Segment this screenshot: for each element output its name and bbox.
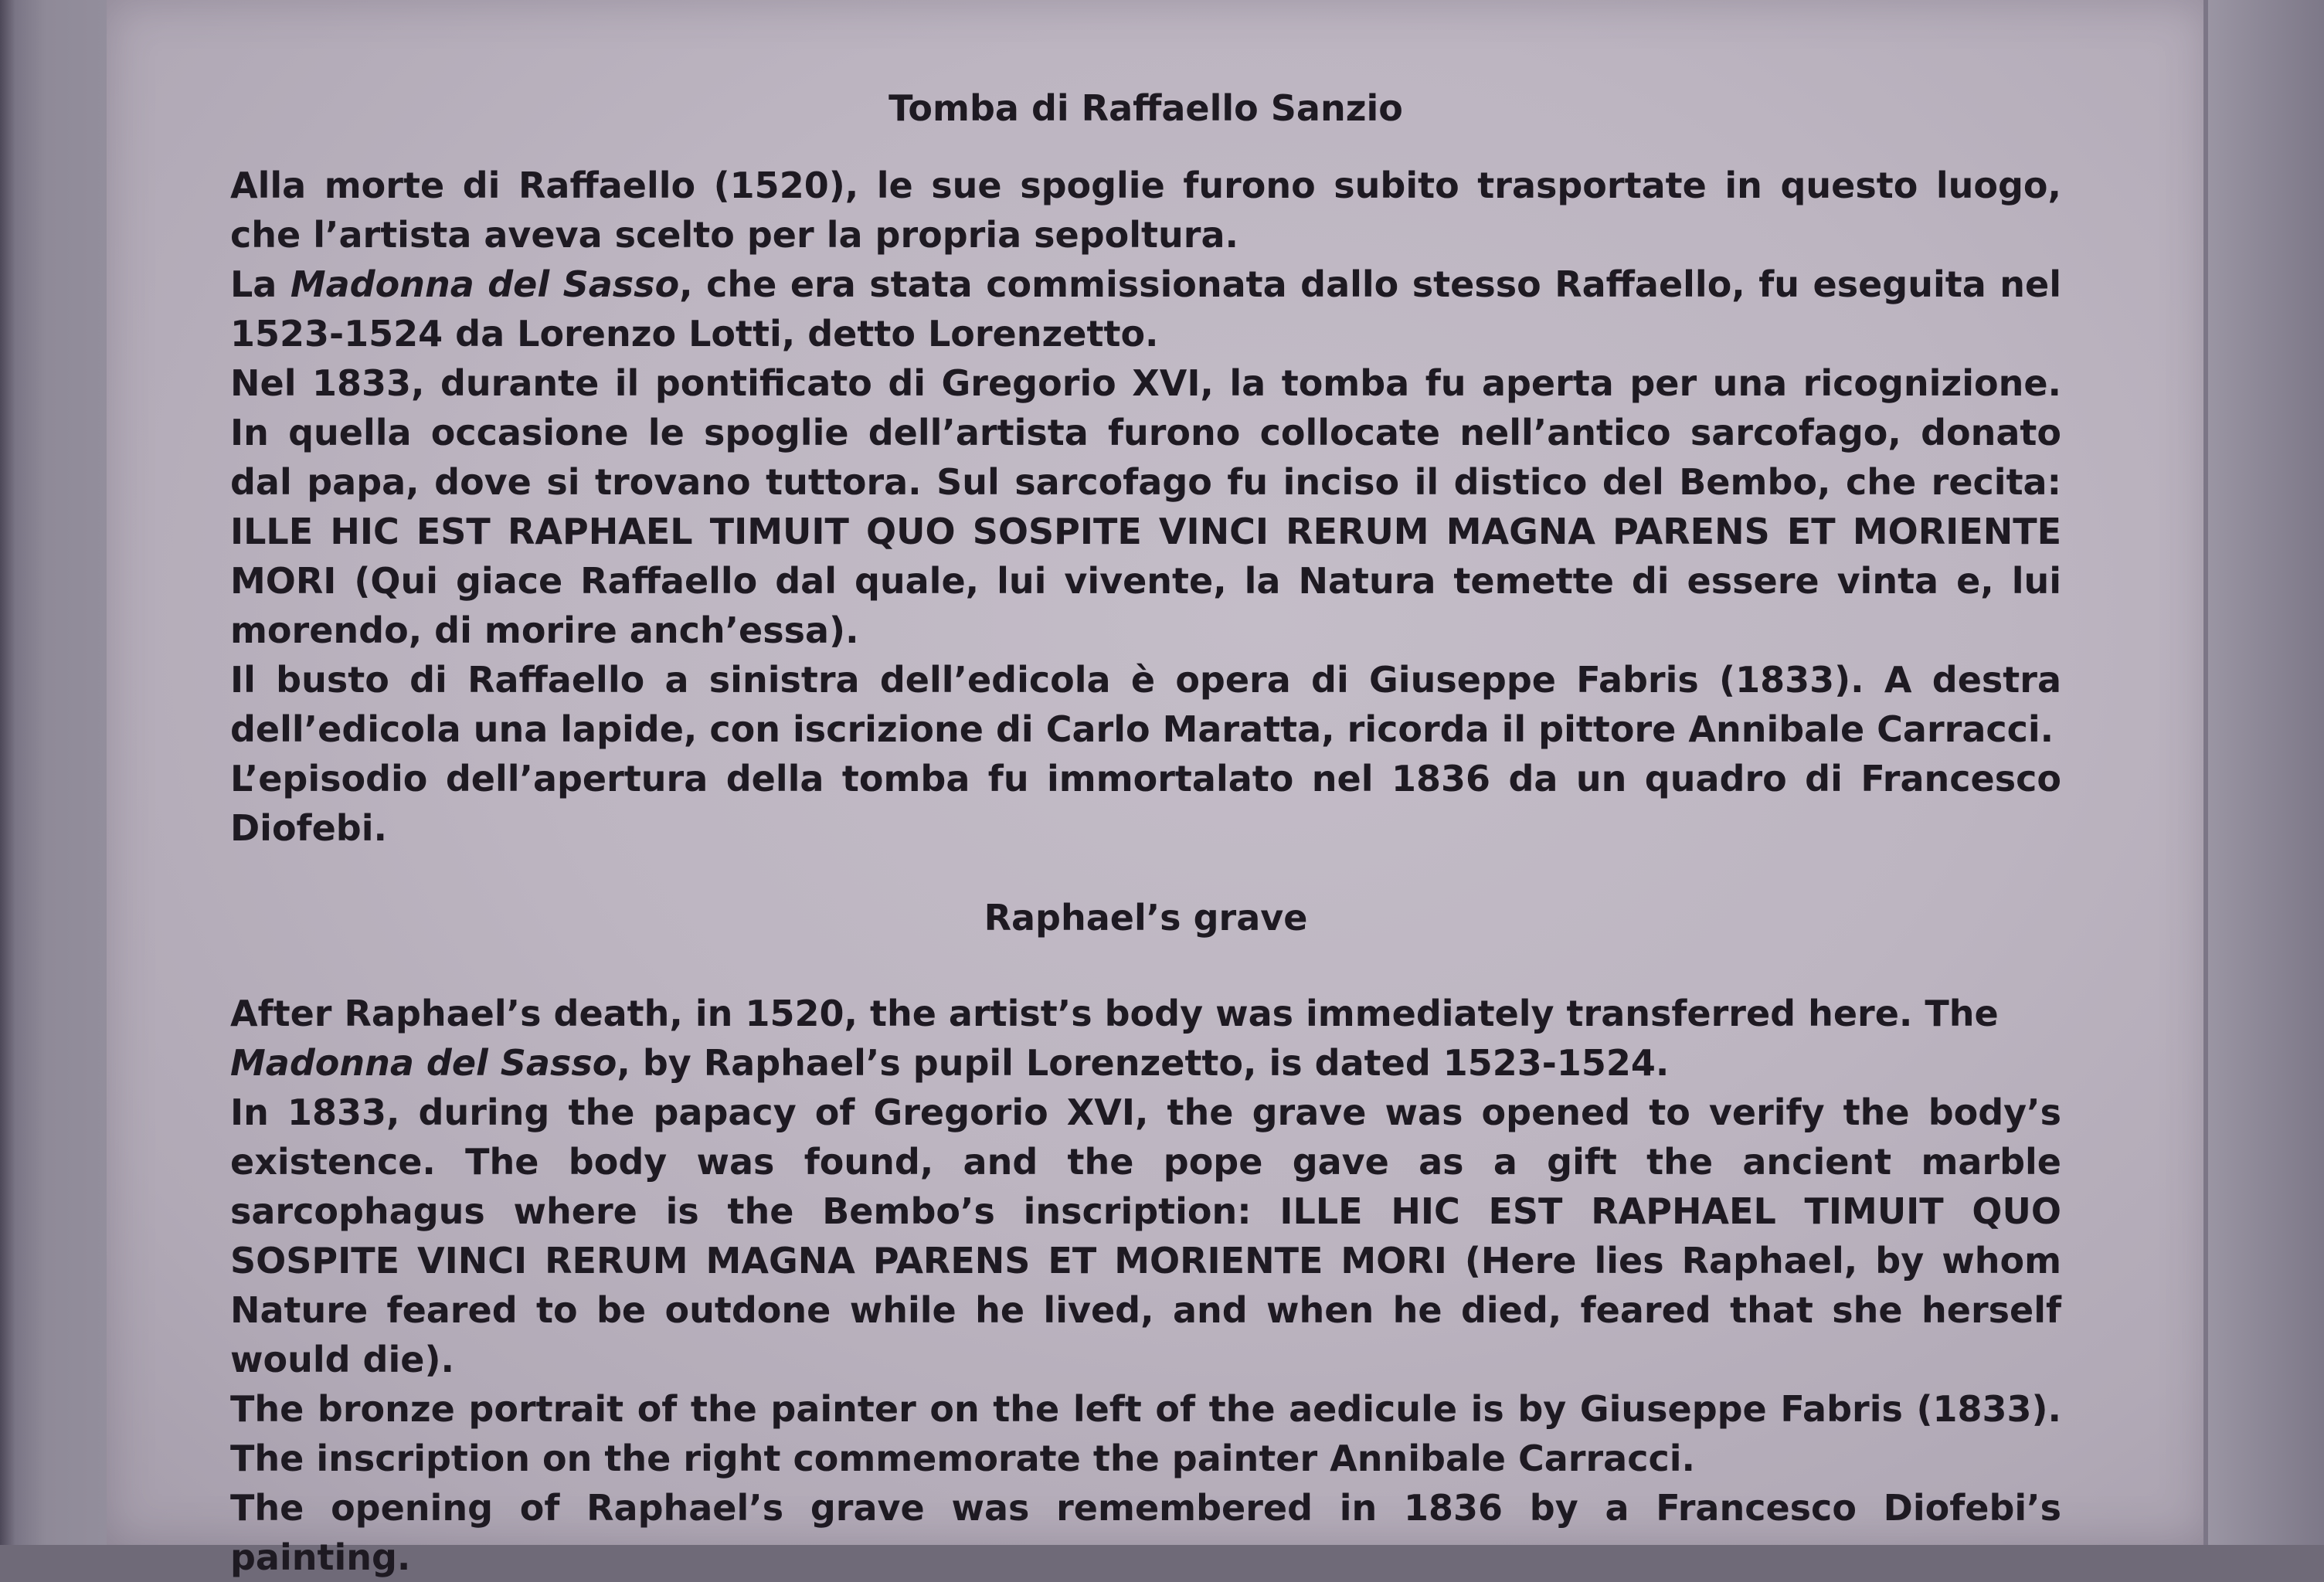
sheet-content	[230, 83, 2061, 1582]
printed-sheet	[107, 0, 2208, 1578]
english-paragraph-5: The opening of Raphael’s grave was remembered in 1836 by a Francesco Diofebi’s painting.	[230, 1487, 2061, 1578]
italian-paragraph-1: Alla morte di Raffaello (1520), le sue spoglie furono subito trasportate in questo luogo, che l’artista aveva scelto per la propria sepoltura.	[230, 165, 2061, 256]
sheet-right-edge	[2203, 0, 2208, 1545]
english-paragraph-4: The bronze portrait of the painter on the left of the aedicule is by Giuseppe Fabris (1833). The inscription on the right commemorate the painter Annibale Carracci.	[230, 1388, 2061, 1479]
italian-paragraph-2-rest: , che era stata commissionata dallo stesso Raffaello, fu eseguita nel 1523-1524 da Lorenzo Lotti, detto Lorenzetto.	[230, 263, 2061, 355]
english-paragraph-2	[230, 1038, 2061, 1088]
english-paragraph-1: After Raphael’s death, in 1520, the artist’s body was immediately transferred here. The	[230, 993, 1999, 1034]
italian-paragraph-3: Nel 1833, durante il pontificato di Gregorio XVI, la tomba fu aperta per una ricognizione. In quella occasione le spoglie dell’artista furono collocate nell’antico sarcofago, donato dal papa, dove si trovano tuttora. Sul sarcofago fu inciso il distico del Bembo, che recita: ILLE HIC EST RAPHAEL TIMUIT QUO SOSPITE VINCI RERUM MAGNA PARENS ET MORIENTE MORI (Qui giace Raffaello dal quale, lui vivente, la Natura temette di essere vinta e, lui morendo, di morire anch’essa).	[230, 362, 2061, 651]
italian-title: Tomba di Raffaello Sanzio	[888, 87, 1403, 129]
english-paragraph-2-rest: , by Raphael’s pupil Lorenzetto, is dated 1523-1524.	[617, 1042, 1670, 1084]
italian-paragraph-2-prefix: La	[230, 263, 290, 305]
italian-paragraph-5: L’episodio dell’apertura della tomba fu immortalato nel 1836 da un quadro di Francesco Diofebi.	[230, 758, 2061, 849]
italian-artwork-title: Madonna del Sasso	[290, 263, 680, 305]
english-paragraph-3: In 1833, during the papacy of Gregorio XVI, the grave was opened to verify the body’s existence. The body was found, and the pope gave as a gift the ancient marble sarcophagus where is the Bembo’s inscription: ILLE HIC EST RAPHAEL TIMUIT QUO SOSPITE VINCI RERUM MAGNA PARENS ET MORIENTE MORI (Here lies Raphael, by whom Nature feared to be outdone while he lived, and when he died, feared that she herself would die).	[230, 1091, 2061, 1380]
italian-paragraph-4: Il busto di Raffaello a sinistra dell’edicola è opera di Giuseppe Fabris (1833). A destra dell’edicola una lapide, con iscrizione di Carlo Maratta, ricorda il pittore Annibale Carracci.	[230, 659, 2061, 750]
english-artwork-title: Madonna del Sasso	[230, 1042, 617, 1084]
english-title: Raphael’s grave	[984, 897, 1308, 939]
italian-paragraph-2	[230, 260, 2061, 358]
